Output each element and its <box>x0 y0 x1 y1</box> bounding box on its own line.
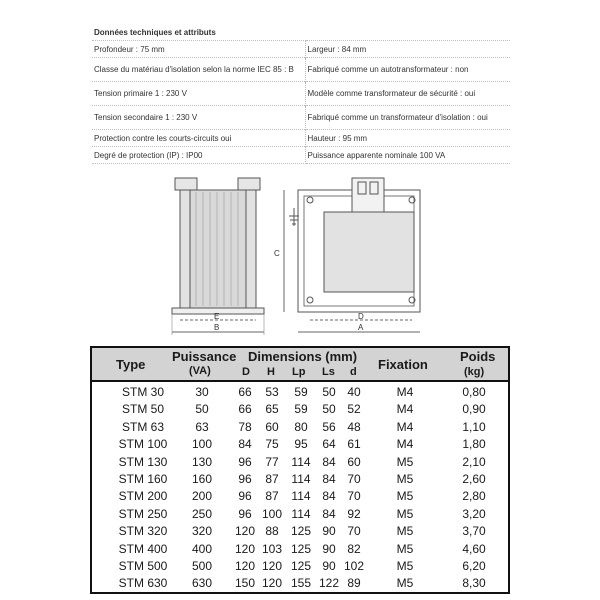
cell-fixation: M5 <box>396 524 414 539</box>
cell-dim-h: 120 <box>261 576 283 591</box>
cell-dim-d-small: 40 <box>347 385 361 399</box>
cell-dim-lp: 155 <box>290 576 312 591</box>
cell-dim-ls: 122 <box>318 576 340 591</box>
cell-power: 160 <box>191 472 213 486</box>
cell-dim-ls: 64 <box>322 437 336 452</box>
cell-fixation: M5 <box>396 506 414 521</box>
cell-dim-d: 66 <box>238 402 252 417</box>
cell-weight: 6,20 <box>462 559 486 573</box>
cell-dim-ls: 84 <box>322 489 336 504</box>
cell-weight: 4,60 <box>462 541 486 556</box>
header-dim-lp: Lp <box>292 366 306 378</box>
cell-dim-d-small: 61 <box>347 437 361 452</box>
cell-dim-ls: 84 <box>322 472 336 486</box>
cell-power: 30 <box>195 385 209 399</box>
cell-fixation: M4 <box>396 385 414 399</box>
table-row <box>92 541 508 558</box>
header-dimensions: Dimensions (mm) <box>248 349 358 364</box>
dim-label-a: A <box>358 323 364 332</box>
cell-dim-h: 100 <box>261 506 283 521</box>
cell-power: 200 <box>191 489 213 504</box>
spec-table-header <box>92 348 508 382</box>
cell-dim-ls: 84 <box>322 506 336 521</box>
attribute-autotransformer: Fabriqué comme un autotransformateur : non <box>305 58 510 82</box>
cell-dim-lp: 59 <box>294 385 308 399</box>
header-dim-ls: Ls <box>322 366 335 378</box>
dim-label-b: B <box>214 323 220 332</box>
header-fixation: Fixation <box>378 357 428 372</box>
cell-dim-d: 120 <box>235 559 256 573</box>
header-dim-d-small: d <box>350 366 357 378</box>
cell-power: 500 <box>191 559 213 573</box>
attributes-row <box>92 130 510 147</box>
header-power-unit: (VA) <box>189 365 211 377</box>
cell-dim-lp: 114 <box>291 506 311 521</box>
cell-dim-d-small: 60 <box>347 454 361 469</box>
cell-fixation: M5 <box>396 541 414 556</box>
cell-weight: 2,80 <box>462 489 486 504</box>
cell-type: STM 200 <box>118 489 168 504</box>
cell-fixation: M4 <box>396 419 414 434</box>
cell-dim-ls: 84 <box>322 454 336 469</box>
cell-type: STM 160 <box>118 472 168 486</box>
table-row <box>92 419 508 436</box>
cell-dim-lp: 125 <box>290 541 312 556</box>
transformer-drawing <box>160 170 440 340</box>
cell-weight: 8,30 <box>462 576 486 591</box>
cell-dim-d: 150 <box>235 576 256 591</box>
table-row <box>92 575 508 592</box>
cell-dim-lp: 80 <box>294 419 308 434</box>
cell-type: STM 400 <box>118 541 168 556</box>
cell-dim-h: 88 <box>265 524 279 539</box>
cell-power: 320 <box>191 524 213 539</box>
table-row <box>92 488 508 505</box>
cell-dim-h: 87 <box>265 472 279 486</box>
attribute-safety-transformer: Modèle comme transformateur de sécurité : oui <box>305 82 510 106</box>
cell-weight: 0,90 <box>462 402 486 417</box>
attribute-primary-voltage: Tension primaire 1 : 230 V <box>92 82 305 106</box>
attributes-row <box>92 41 510 58</box>
cell-dim-d-small: 48 <box>347 419 361 434</box>
cell-dim-d-small: 92 <box>347 506 361 521</box>
cell-fixation: M4 <box>396 402 414 417</box>
attribute-width: Largeur : 84 mm <box>305 41 510 58</box>
cell-type: STM 130 <box>118 454 168 469</box>
cell-type: STM 63 <box>121 419 164 434</box>
cell-power: 63 <box>195 419 209 434</box>
cell-dim-d: 96 <box>238 489 252 504</box>
cell-dim-h: 87 <box>265 489 279 504</box>
front-view <box>284 178 420 332</box>
cell-dim-d-small: 89 <box>347 576 361 591</box>
cell-weight: 1,10 <box>462 419 486 434</box>
cell-dim-ls: 90 <box>322 541 336 556</box>
cell-fixation: M4 <box>396 437 414 452</box>
cell-dim-lp: 125 <box>290 524 312 539</box>
header-weight: Poids <box>460 349 496 364</box>
attribute-isolation-transformer: Fabriqué comme un transformateur d'isolation : oui <box>305 106 510 130</box>
cell-fixation: M5 <box>396 489 414 504</box>
cell-dim-lp: 114 <box>291 489 311 504</box>
header-dim-d: D <box>242 366 250 378</box>
cell-dim-ls: 56 <box>322 419 336 434</box>
attribute-insulation-class: Classe du matériau d'isolation selon la norme IEC 85 : B <box>92 58 305 82</box>
dim-label-d: D <box>358 312 364 321</box>
cell-dim-d-small: 70 <box>347 472 361 486</box>
cell-weight: 3,20 <box>462 506 486 521</box>
cell-dim-d: 66 <box>238 385 252 399</box>
cell-dim-lp: 95 <box>294 437 308 452</box>
cell-dim-lp: 114 <box>291 472 311 486</box>
attributes-row <box>92 58 510 82</box>
header-power: Puissance <box>172 349 237 364</box>
attributes-row <box>92 82 510 106</box>
cell-weight: 0,80 <box>462 385 486 399</box>
cell-type: STM 630 <box>118 576 168 591</box>
cell-dim-lp: 59 <box>294 402 308 417</box>
table-row <box>92 436 508 453</box>
dim-label-c: C <box>274 249 280 258</box>
table-row <box>92 471 508 488</box>
cell-dim-d-small: 52 <box>347 402 361 417</box>
table-row <box>92 506 508 523</box>
table-row <box>92 523 508 540</box>
cell-dim-h: 53 <box>265 385 279 399</box>
attribute-depth: Profondeur : 75 mm <box>92 41 305 58</box>
cell-dim-d-small: 102 <box>343 559 365 573</box>
cell-type: STM 250 <box>118 506 168 521</box>
cell-dim-lp: 114 <box>291 454 311 469</box>
cell-dim-h: 65 <box>265 402 279 417</box>
cell-fixation: M5 <box>396 576 414 591</box>
cell-dim-d: 96 <box>238 506 252 521</box>
cell-dim-h: 75 <box>265 437 279 452</box>
cell-type: STM 30 <box>121 385 164 399</box>
attributes-row <box>92 147 510 164</box>
cell-dim-lp: 125 <box>290 559 312 573</box>
table-row <box>92 454 508 471</box>
cell-dim-ls: 50 <box>322 402 336 417</box>
cell-dim-h: 120 <box>261 559 283 573</box>
cell-power: 630 <box>191 576 213 591</box>
header-dim-h: H <box>267 366 275 378</box>
cell-type: STM 50 <box>121 402 164 417</box>
attributes-title-row <box>92 26 510 41</box>
cell-power: 400 <box>191 541 213 556</box>
cell-dim-d: 78 <box>238 419 252 434</box>
attribute-secondary-voltage: Tension secondaire 1 : 230 V <box>92 106 305 130</box>
table-row <box>92 401 508 418</box>
cell-dim-h: 60 <box>265 419 279 434</box>
header-weight-unit: (kg) <box>464 366 485 378</box>
cell-power: 130 <box>191 454 213 469</box>
cell-power: 250 <box>191 506 213 521</box>
cell-dim-d-small: 82 <box>347 541 361 556</box>
header-type: Type <box>116 357 146 372</box>
cell-weight: 2,10 <box>462 454 486 469</box>
cell-weight: 1,80 <box>462 437 486 452</box>
cell-weight: 2,60 <box>462 472 486 486</box>
attribute-ip-rating: Degré de protection (IP) : IP00 <box>92 147 305 164</box>
cell-type: STM 100 <box>118 437 168 452</box>
cell-type: STM 500 <box>118 559 168 573</box>
cell-dim-d-small: 70 <box>347 489 361 504</box>
attribute-height: Hauteur : 95 mm <box>305 130 510 147</box>
cell-weight: 3,70 <box>462 524 486 539</box>
table-row <box>92 558 508 575</box>
cell-dim-ls: 90 <box>322 524 336 539</box>
cell-dim-h: 77 <box>265 454 279 469</box>
attributes-table <box>92 26 510 164</box>
cell-power: 100 <box>191 437 213 452</box>
cell-fixation: M5 <box>396 454 414 469</box>
attribute-short-circuit: Protection contre les courts-circuits oui <box>92 130 305 147</box>
cell-dim-d: 120 <box>235 541 256 556</box>
table-row <box>92 384 508 401</box>
cell-dim-ls: 90 <box>322 559 336 573</box>
attribute-apparent-power: Puissance apparente nominale 100 VA <box>305 147 510 164</box>
attributes-row <box>92 106 510 130</box>
cell-dim-d-small: 70 <box>347 524 361 539</box>
dim-label-e: E <box>214 312 220 321</box>
attributes-title: Données techniques et attributs <box>94 28 216 37</box>
spec-table <box>90 346 510 594</box>
cell-type: STM 320 <box>118 524 168 539</box>
cell-power: 50 <box>195 402 209 417</box>
cell-dim-d: 84 <box>238 437 252 452</box>
cell-dim-d: 96 <box>238 472 252 486</box>
cell-dim-d: 96 <box>238 454 252 469</box>
cell-fixation: M5 <box>396 559 414 573</box>
cell-dim-ls: 50 <box>322 385 336 399</box>
cell-dim-h: 103 <box>261 541 283 556</box>
cell-fixation: M5 <box>396 472 414 486</box>
cell-dim-d: 120 <box>235 524 256 539</box>
